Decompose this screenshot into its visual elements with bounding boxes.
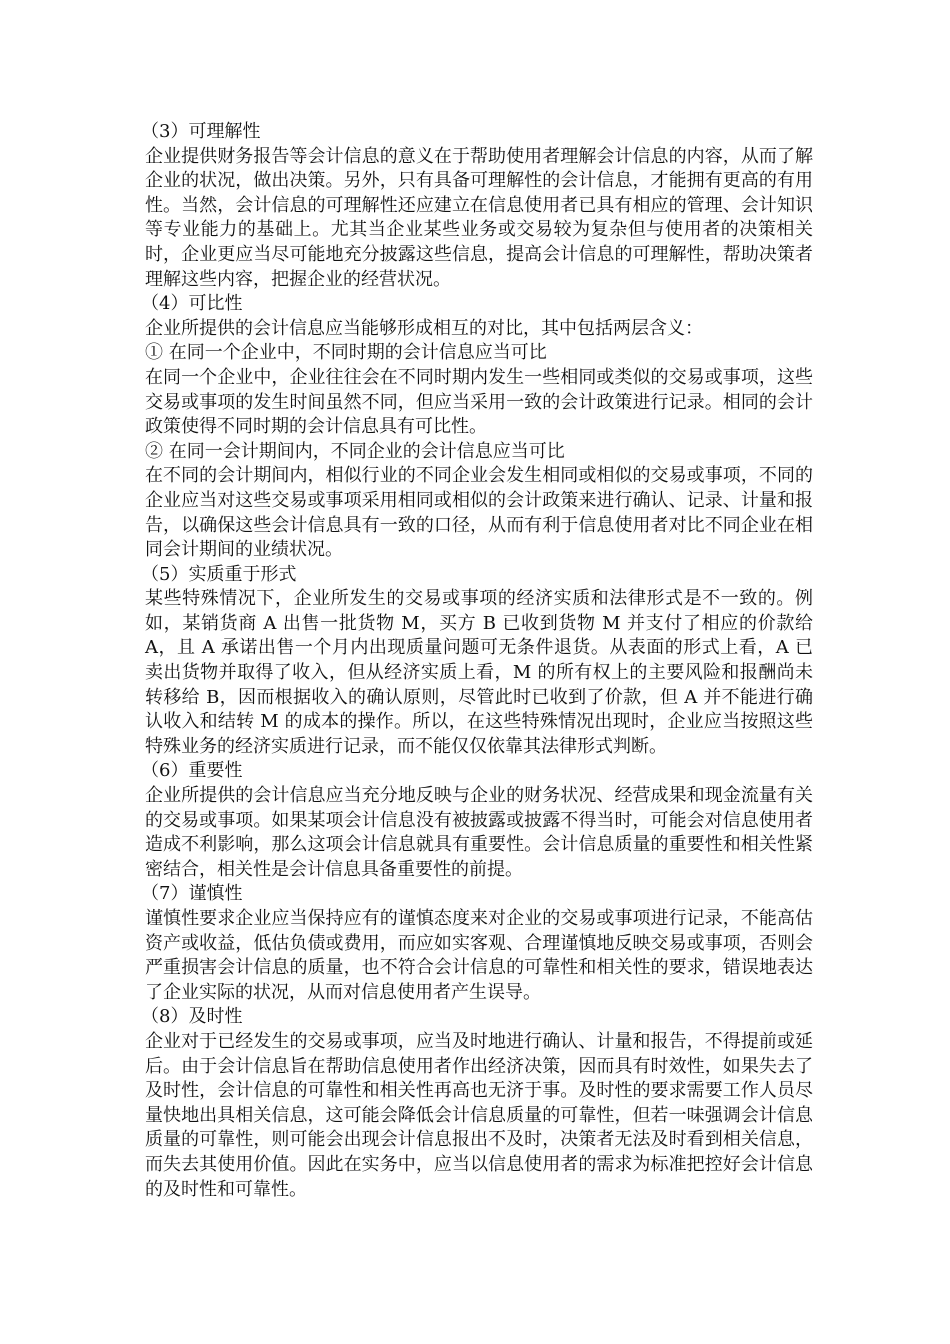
section-body: 某些特殊情况下，企业所发生的交易或事项的经济实质和法律形式是不一致的。例如，某销货商 A 出售一批货物 M，买方 B 已收到货物 M 并支付了相应的价款给 A，且 A 承诺出售一个月内出现质量问题可无条件退货。从表面的形式上看，A 已卖出货物并取得了收入，但从经济实质上看，M 的所有权上的主要风险和报酬尚未转移给 B，因而根据收入的确认原则，尽管此时已收到了价款，但 A 并不能进行确认收入和结转 M 的成本的操作。所以，在这些特殊情况出现时，企业应当按照这些特殊业务的经济实质进行记录，而不能仅仅依靠其法律形式判断。: [145, 588, 813, 757]
section-body: 企业对于已经发生的交易或事项，应当及时地进行确认、计量和报告，不得提前或延后。由于会计信息旨在帮助信息使用者作出经济决策，因而具有时效性，如果失去了及时性，会计信息的可靠性和相关性再高也无济于事。及时性的要求需要工作人员尽量快地出具相关信息，这可能会降低会计信息质量的可靠性，但若一味强调会计信息质量的可靠性，则可能会出现会计信息报出不及时，决策者无法及时看到相关信息，而失去其使用价值。因此在实务中，应当以信息使用者的需求为标准把控好会计信息的及时性和可靠性。: [145, 1030, 813, 1200]
section-heading: （4）可比性: [141, 293, 243, 315]
section-timeliness: [141, 1005, 813, 1202]
section-substance-over-form: [141, 563, 813, 760]
section-understandability: [141, 120, 813, 292]
section-materiality: [141, 759, 813, 882]
section-heading: （6）重要性: [141, 760, 243, 782]
section-body: 谨慎性要求企业应当保持应有的谨慎态度来对企业的交易或事项进行记录，不能高估资产或收益，低估负债或费用，而应如实客观、合理谨慎地反映交易或事项，否则会严重损害会计信息的质量，也不符合会计信息的可靠性和相关性的要求，错误地表达了企业实际的状况，从而对信息使用者产生误导。: [145, 908, 813, 1003]
subsection-title: ② 在同一会计期间内，不同企业的会计信息应当可比: [145, 440, 565, 462]
section-heading: （8）及时性: [141, 1006, 243, 1028]
section-comparability: [141, 292, 813, 563]
section-heading: （5）实质重于形式: [141, 563, 297, 585]
section-heading: （3）可理解性: [141, 121, 261, 142]
section-heading: （7）谨慎性: [141, 883, 243, 905]
subsection-body: 在不同的会计期间内，相似行业的不同企业会发生相同或相似的交易或事项，不同的企业应当对这些交易或事项采用相同或相似的会计政策来进行确认、记录、计量和报告，以确保这些会计信息具有一致的口径，从而有利于信息使用者对比不同企业在相同会计期间的业绩状况。: [145, 465, 813, 561]
subsection-body: 在同一个企业中，企业往往会在不同时期内发生一些相同或类似的交易或事项，这些交易或事项的发生时间虽然不同，但应当采用一致的会计政策进行记录。相同的会计政策使得不同时期的会计信息具有可比性。: [145, 366, 813, 438]
document-page: [141, 120, 813, 1202]
section-body: 企业所提供的会计信息应当充分地反映与企业的财务状况、经营成果和现金流量有关的交易或事项。如果某项会计信息没有被披露或披露不得当时，可能会对信息使用者造成不利影响，那么这项会计信息就具有重要性。会计信息质量的重要性和相关性紧密结合，相关性是会计信息具备重要性的前提。: [145, 785, 813, 880]
subsection-title: ① 在同一个企业中，不同时期的会计信息应当可比: [145, 342, 547, 364]
section-body: 企业提供财务报告等会计信息的意义在于帮助使用者理解会计信息的内容，从而了解企业的状况，做出决策。另外，只有具备可理解性的会计信息，才能拥有更高的有用性。当然，会计信息的可理解性还应建立在信息使用者已具有相应的管理、会计知识等专业能力的基础上。尤其当企业某些业务或交易较为复杂但与使用者的决策相关时，企业更应当尽可能地充分披露这些信息，提高会计信息的可理解性，帮助决策者理解这些内容，把握企业的经营状况。: [145, 145, 813, 290]
section-prudence: [141, 882, 813, 1005]
section-intro: 企业所提供的会计信息应当能够形成相互的对比，其中包括两层含义：: [145, 317, 703, 339]
